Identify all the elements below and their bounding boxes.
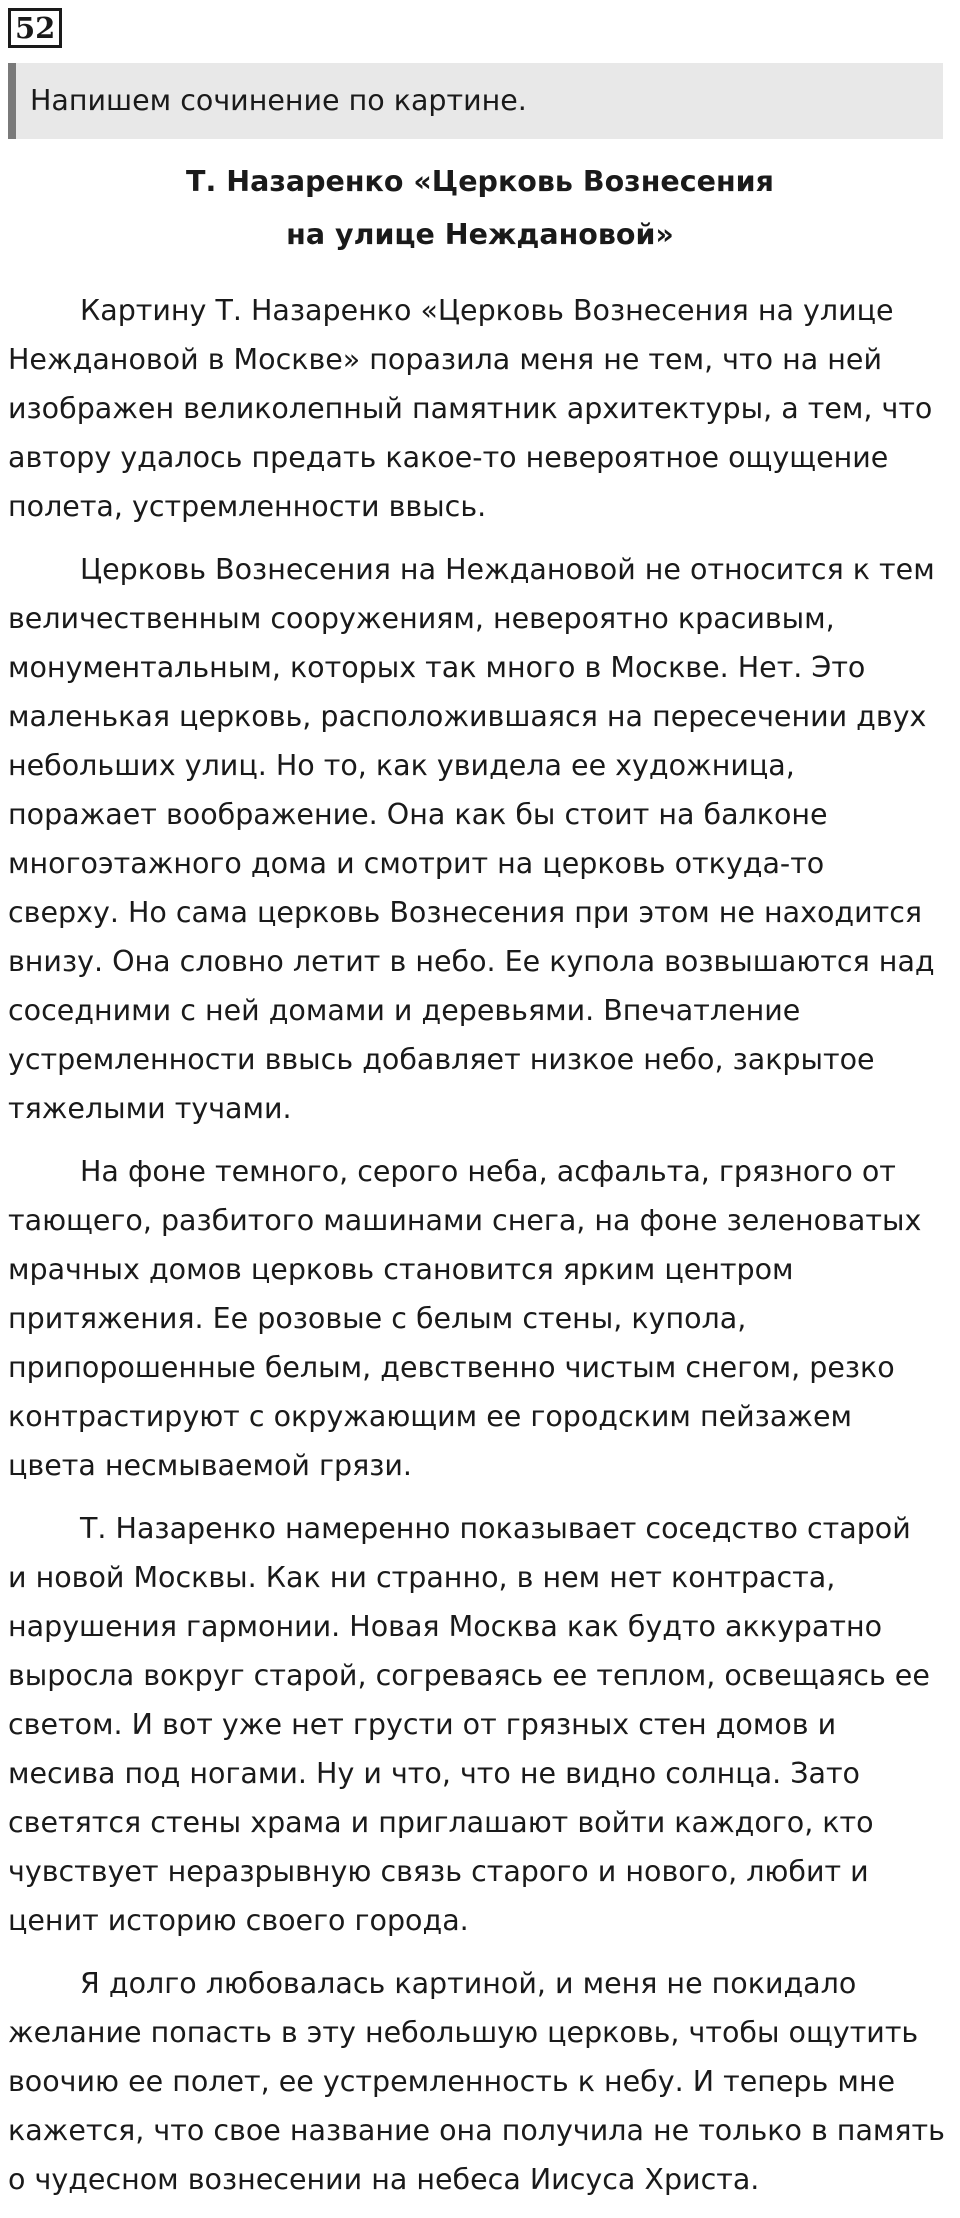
task-prompt-text: Напишем сочинение по картине. [30,84,527,117]
essay-title [0,155,960,261]
paragraph-line: На фоне темного, серого неба, асфальта, грязного от [80,1155,896,1188]
task-number-badge: 52 [8,8,62,48]
paragraph-line: изображен великолепный памятник архитектуры, а тем, что [8,392,933,425]
paragraph-line: желание попасть в эту небольшую церковь, чтобы ощутить [8,2016,919,2049]
paragraph-line: цвета несмываемой грязи. [8,1449,412,1482]
paragraph-line: величественным сооружениям, невероятно красивым, [8,602,835,635]
essay-title-line: Т. Назаренко «Церковь Вознесения [186,165,774,198]
paragraph-line: выросла вокруг старой, согреваясь ее теплом, освещаясь ее [8,1659,930,1692]
paragraph-line: Я долго любовалась картиной, и меня не покидало [80,1967,857,2000]
paragraph-line: светом. И вот уже нет грусти от грязных стен домов и [8,1708,837,1741]
paragraph-line: притяжения. Ее розовые с белым стены, купола, [8,1302,747,1335]
paragraph-line: монументальным, которых так много в Москве. Нет. Это [8,651,866,684]
paragraph-line: тающего, разбитого машинами снега, на фоне зеленоватых [8,1204,922,1237]
paragraph-line: сверху. Но сама церковь Вознесения при этом не находится [8,896,923,929]
paragraph-line: маленькая церковь, расположившаяся на пересечении двух [8,700,927,733]
paragraph-line: контрастируют с окружающим ее городским пейзажем [8,1400,852,1433]
paragraph-line: о чудесном вознесении на небеса Иисуса Христа. [8,2163,760,2196]
task-prompt-banner [8,63,943,139]
paragraph-line: воочию ее полет, ее устремленность к небу. И теперь мне [8,2065,896,2098]
paragraph-line: ценит историю своего города. [8,1904,469,1937]
paragraph-line: Церковь Вознесения на Неждановой не относится к тем [80,553,935,586]
essay-title-line: на улице Неждановой» [286,218,674,251]
paragraph-line: чувствует неразрывную связь старого и нового, любит и [8,1855,869,1888]
paragraph-line: Т. Назаренко намеренно показывает соседство старой [80,1512,911,1545]
paragraph-line: светятся стены храма и приглашают войти каждого, кто [8,1806,874,1839]
paragraph-line: месива под ногами. Ну и что, что не видно солнца. Зато [8,1757,860,1790]
paragraph-line: тяжелыми тучами. [8,1092,292,1125]
paragraph-line: кажется, что свое название она получила не только в память [8,2114,945,2147]
paragraph-line: соседними с ней домами и деревьями. Впечатление [8,994,801,1027]
paragraph-line: Картину Т. Назаренко «Церковь Вознесения на улице [80,294,894,327]
essay-paragraph [8,1147,956,1490]
paragraph-line: небольших улиц. Но то, как увидела ее художница, [8,749,795,782]
paragraph-line: нарушения гармонии. Новая Москва как будто аккуратно [8,1610,883,1643]
paragraph-line: автору удалось предать какое-то невероятное ощущение [8,441,889,474]
paragraph-line: устремленности ввысь добавляет низкое небо, закрытое [8,1043,875,1076]
essay-paragraph [8,1959,956,2204]
paragraph-line: многоэтажного дома и смотрит на церковь откуда-то [8,847,825,880]
essay-paragraph [8,286,956,531]
paragraph-line: внизу. Она словно летит в небо. Ее купола возвышаются над [8,945,935,978]
paragraph-line: полета, устремленности ввысь. [8,490,487,523]
essay-paragraph [8,1504,956,1945]
paragraph-line: припорошенные белым, девственно чистым снегом, резко [8,1351,895,1384]
paragraph-line: мрачных домов церковь становится ярким центром [8,1253,794,1286]
paragraph-line: Неждановой в Москве» поразила меня не тем, что на ней [8,343,882,376]
essay-paragraph [8,545,956,1133]
essay-body [8,286,956,2218]
paragraph-line: поражает воображение. Она как бы стоит на балконе [8,798,828,831]
paragraph-line: и новой Москвы. Как ни странно, в нем нет контраста, [8,1561,836,1594]
